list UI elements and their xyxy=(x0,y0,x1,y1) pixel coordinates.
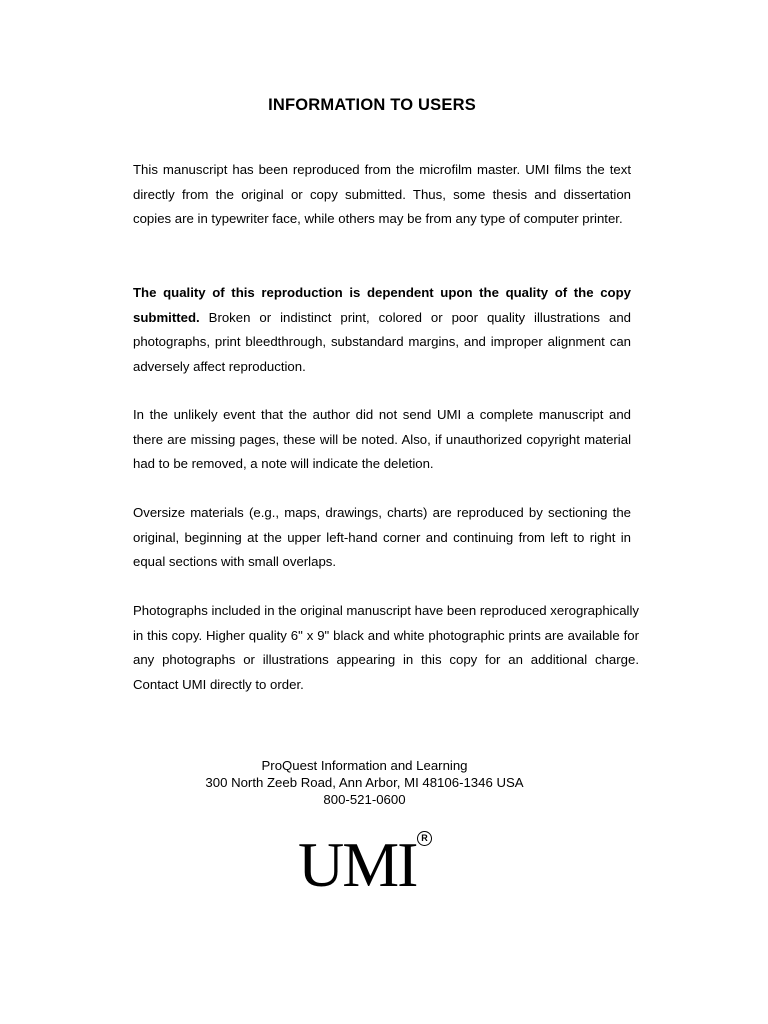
paragraph-text: In the unlikely event that the author did not send UMI a complete manuscript and there are missing pages, these will be noted. Also, if unauthorized copyright material had to be removed, a note will indicate the deletion. xyxy=(133,407,631,471)
paragraph-quality-note xyxy=(133,281,631,379)
paragraph-text: Oversize materials (e.g., maps, drawings, charts) are reproduced by sectioning the original, beginning at the upper left-hand corner and continuing from left to right in equal sections with small overlaps. xyxy=(133,505,631,569)
paragraph-text: Broken or indistinct print, colored or poor quality illustrations and photographs, print bleedthrough, substandard margins, and improper alignment can adversely affect reproduction. xyxy=(133,309,631,374)
paragraph-text: Photographs included in the original manuscript have been reproduced xerographically in this copy. Higher quality 6" x 9" black and white photographic prints are available for any photographs or illustrations appearing in this copy for an additional charge. Contact UMI directly to order. xyxy=(133,603,639,692)
paragraph-oversize-note xyxy=(133,501,631,575)
street-address: 300 North Zeeb Road, Ann Arbor, MI 48106-1346 USA xyxy=(205,775,524,790)
paragraph-text: This manuscript has been reproduced from the microfilm master. UMI films the text directly from the original or copy submitted. Thus, some thesis and dissertation copies are in typewriter face, while others may be from any type of computer printer. xyxy=(133,162,631,226)
paragraph-photographs-note xyxy=(133,599,639,697)
phone-number: 800-521-0600 xyxy=(323,792,406,807)
company-name: ProQuest Information and Learning xyxy=(261,758,468,773)
registered-mark-icon: R xyxy=(417,831,432,846)
paragraph-reproduction-note xyxy=(133,158,631,232)
paragraph-bold-lead: The quality of this reproduction is dependent upon the quality of the copy submitted. xyxy=(133,285,631,325)
publisher-address xyxy=(0,757,729,808)
page-title: INFORMATION TO USERS xyxy=(268,96,476,114)
logo-wordmark: UMI xyxy=(298,829,417,900)
umi-logo xyxy=(298,829,438,902)
paragraph-missing-pages-note xyxy=(133,403,631,477)
